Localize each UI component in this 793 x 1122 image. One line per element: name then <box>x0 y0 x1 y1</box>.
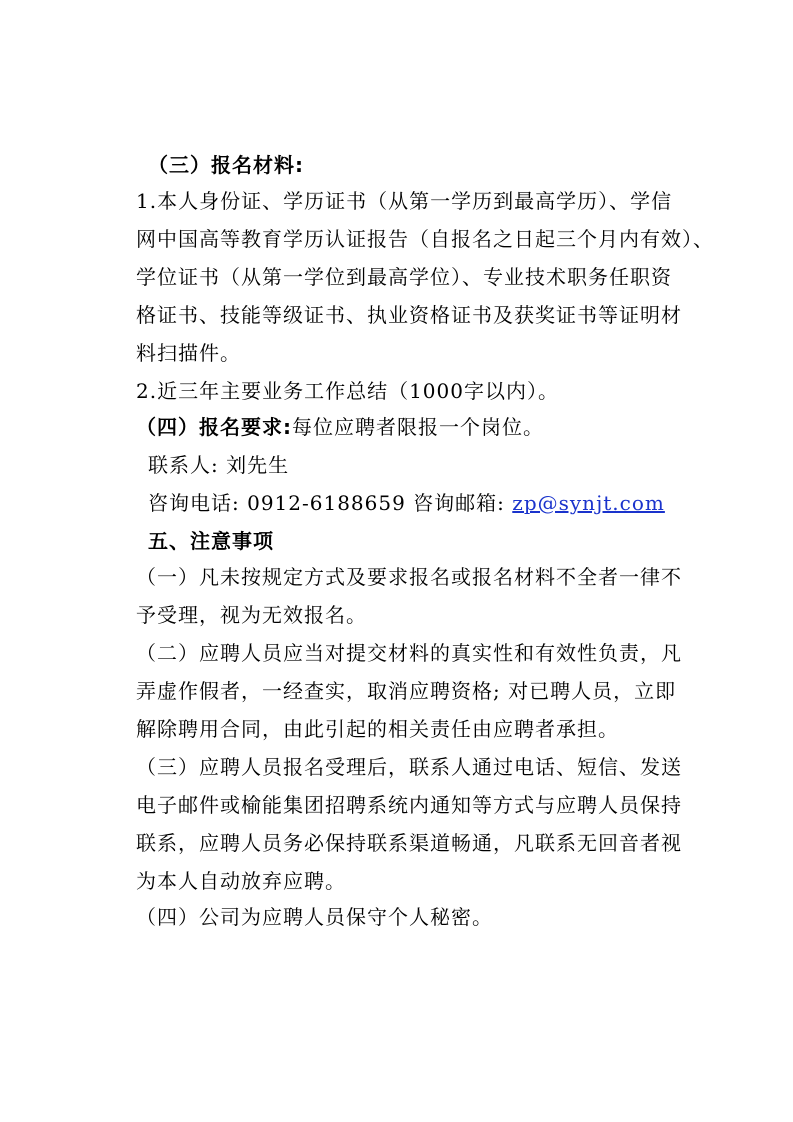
notes-p3-line2: 电子邮件或榆能集团招聘系统内通知等方式与应聘人员保持 <box>136 793 682 817</box>
materials-item2: 2.近三年主要业务工作总结（1000字以内）。 <box>136 379 559 403</box>
notes-p2-line3: 解除聘用合同，由此引起的相关责任由应聘者承担。 <box>136 717 619 741</box>
contact-person: 联系人: 刘先生 <box>148 453 290 477</box>
materials-item1-line5: 料扫描件。 <box>136 341 241 365</box>
notes-p3-line4: 为本人自动放弃应聘。 <box>136 869 346 893</box>
notes-p1-line2: 予受理，视为无效报名。 <box>136 603 367 627</box>
notes-p4: （四）公司为应聘人员保守个人秘密。 <box>136 905 493 929</box>
materials-item1-line1: 1.本人身份证、学历证书（从第一学历到最高学历）、学信 <box>136 189 673 213</box>
materials-item1-line4: 格证书、技能等级证书、执业资格证书及获奖证书等证明材 <box>136 303 682 327</box>
section-heading-requirements: （四）报名要求: <box>136 415 292 439</box>
contact-phone-label: 咨询电话: 0912-6188659 咨询邮箱: <box>148 491 513 515</box>
materials-item1-line3: 学位证书（从第一学位到最高学位）、专业技术职务任职资 <box>136 265 672 289</box>
contact-info-row <box>148 490 665 516</box>
notes-p1-line1: （一）凡未按规定方式及要求报名或报名材料不全者一律不 <box>136 565 682 589</box>
requirements-text: 每位应聘者限报一个岗位。 <box>292 415 544 439</box>
notes-p3-line1: （三）应聘人员报名受理后，联系人通过电话、短信、发送 <box>136 755 682 779</box>
notes-p2-line1: （二）应聘人员应当对提交材料的真实性和有效性负责，凡 <box>136 641 682 665</box>
materials-item1-line2: 网中国高等教育学历认证报告（自报名之日起三个月内有效）、 <box>136 227 714 251</box>
section-heading-notes: 五、注意事项 <box>148 529 274 553</box>
notes-p2-line2: 弄虚作假者，一经查实，取消应聘资格; 对已聘人员，立即 <box>136 679 677 703</box>
requirements-row <box>136 414 544 440</box>
notes-p3-line3: 联系，应聘人员务必保持联系渠道畅通，凡联系无回音者视 <box>136 831 682 855</box>
contact-email-link[interactable]: zp@synjt.com <box>512 491 665 515</box>
section-heading-materials: （三）报名材料: <box>148 153 304 177</box>
